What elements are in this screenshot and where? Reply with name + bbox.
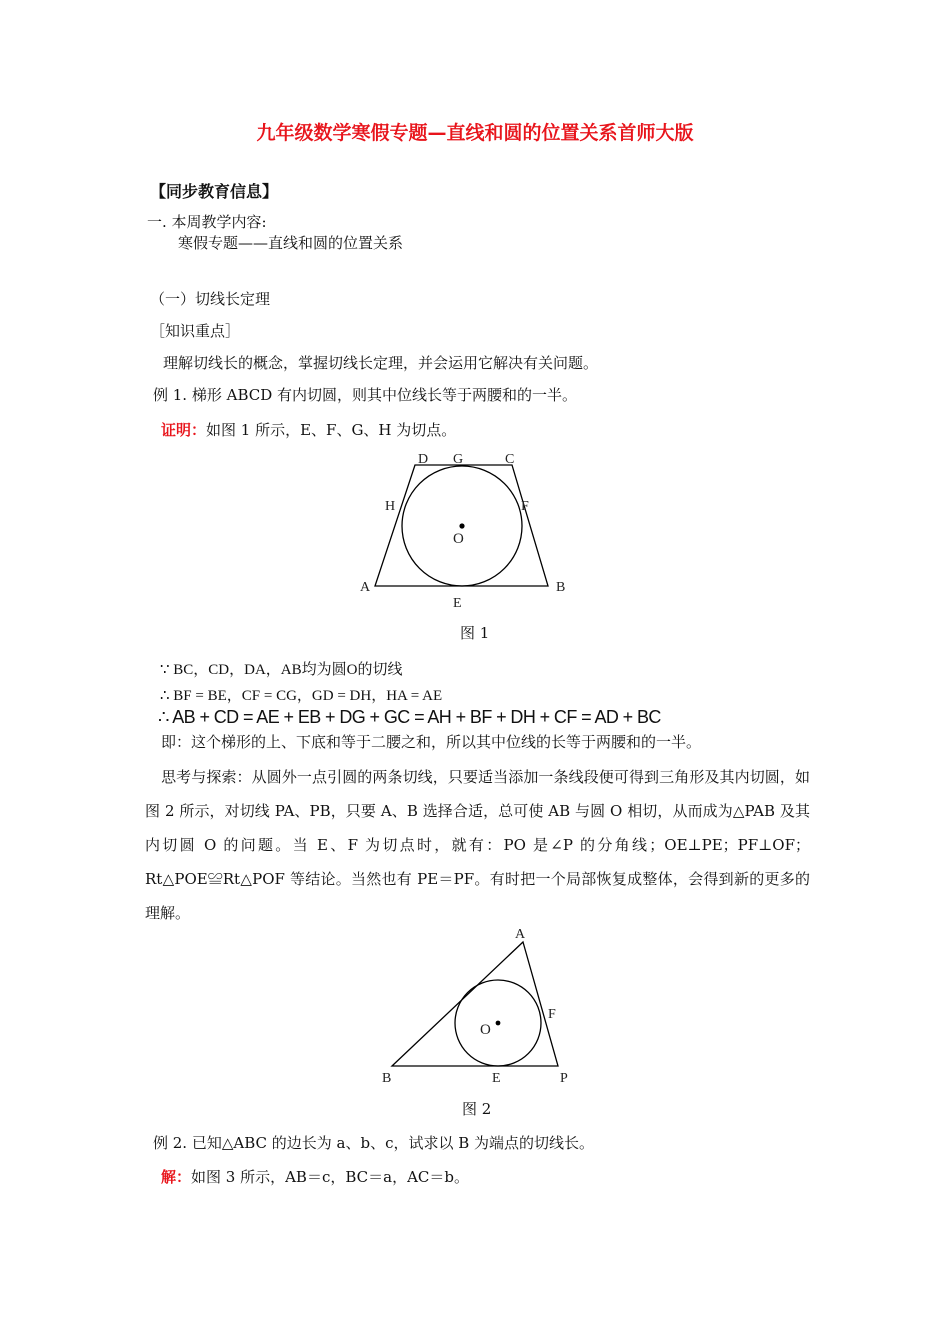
- example-1: 例 1. 梯形 ABCD 有内切圆，则其中位线长等于两腰和的一半。: [153, 386, 578, 404]
- subsection-heading: （一）切线长定理: [150, 290, 271, 308]
- label-b: B: [556, 580, 566, 595]
- proof-step-1: ∵ BC，CD，DA，AB均为圆O的切线: [160, 662, 403, 678]
- topic-line: 寒假专题——直线和圆的位置关系: [178, 234, 404, 252]
- conclusion-line: 即：这个梯形的上、下底和等于二腰之和，所以其中位线的长等于两腰和的一半。: [161, 733, 702, 751]
- center-point-o: [459, 523, 464, 528]
- explore-text: 思考与探索：从圆外一点引圆的两条切线，只要适当添加一条线段便可得到三角形及其内切圆，如图 2 所示，对切线 PA、PB，只要 A、B 选择合适，总可使 AB 与圆 O 相切，从而成为△PAB 及其内切圆 O 的问题。当 E、F 为切点时，就有：PO 是∠P 的分角线；OE⊥PE；PF⊥OF；Rt△POE≌Rt△POF 等结论。当然也有 PE＝PF。有时把一个局部恢复成整体，会得到新的更多的理解。: [145, 768, 810, 922]
- label-c: C: [505, 452, 515, 467]
- content-heading: 一. 本周教学内容:: [147, 213, 267, 231]
- section-header: 【同步教育信息】: [150, 182, 279, 201]
- knowledge-text: 理解切线长的概念，掌握切线长定理，并会运用它解决有关问题。: [163, 354, 599, 372]
- example-2: 例 2. 已知△ABC 的边长为 a、b、c，试求以 B 为端点的切线长。: [153, 1134, 595, 1152]
- label-o: O: [480, 1022, 491, 1038]
- label-f: F: [521, 499, 529, 514]
- label-e: E: [492, 1071, 501, 1086]
- proof-step-3: ∴ AB + CD = AE + EB + DG + GC = AH + BF + DH + CF = AD + BC: [158, 707, 661, 727]
- label-g: G: [453, 452, 464, 467]
- proof-step-2: ∴ BF = BE，CF = CG，GD = DH，HA = AE: [160, 688, 443, 704]
- solution-label: 解：: [161, 1168, 192, 1186]
- proof-line: [161, 419, 456, 440]
- label-b: B: [382, 1071, 392, 1086]
- label-o: O: [453, 531, 464, 547]
- solution-text: 如图 3 所示，AB＝c，BC＝a，AC＝b。: [191, 1168, 469, 1186]
- figure-2-caption: 图 2: [462, 1100, 492, 1118]
- proof-label: 证明：: [161, 421, 207, 439]
- document-title: 九年级数学寒假专题—直线和圆的位置关系首师大版: [256, 122, 694, 144]
- label-a: A: [515, 927, 526, 942]
- label-h: H: [385, 499, 396, 514]
- solution-line: [161, 1166, 469, 1187]
- label-a: A: [360, 580, 371, 595]
- proof-text: 如图 1 所示，E、F、G、H 为切点。: [206, 421, 457, 439]
- figure-1-caption: 图 1: [460, 624, 490, 642]
- label-d: D: [418, 452, 429, 467]
- figure-2: [370, 920, 590, 1092]
- label-f: F: [548, 1007, 556, 1022]
- label-p: P: [560, 1071, 568, 1086]
- center-point-o: [496, 1021, 501, 1026]
- explore-paragraph: [145, 760, 810, 930]
- figure-1: [350, 446, 580, 646]
- knowledge-label: ［知识重点］: [150, 322, 241, 340]
- label-e: E: [453, 596, 462, 611]
